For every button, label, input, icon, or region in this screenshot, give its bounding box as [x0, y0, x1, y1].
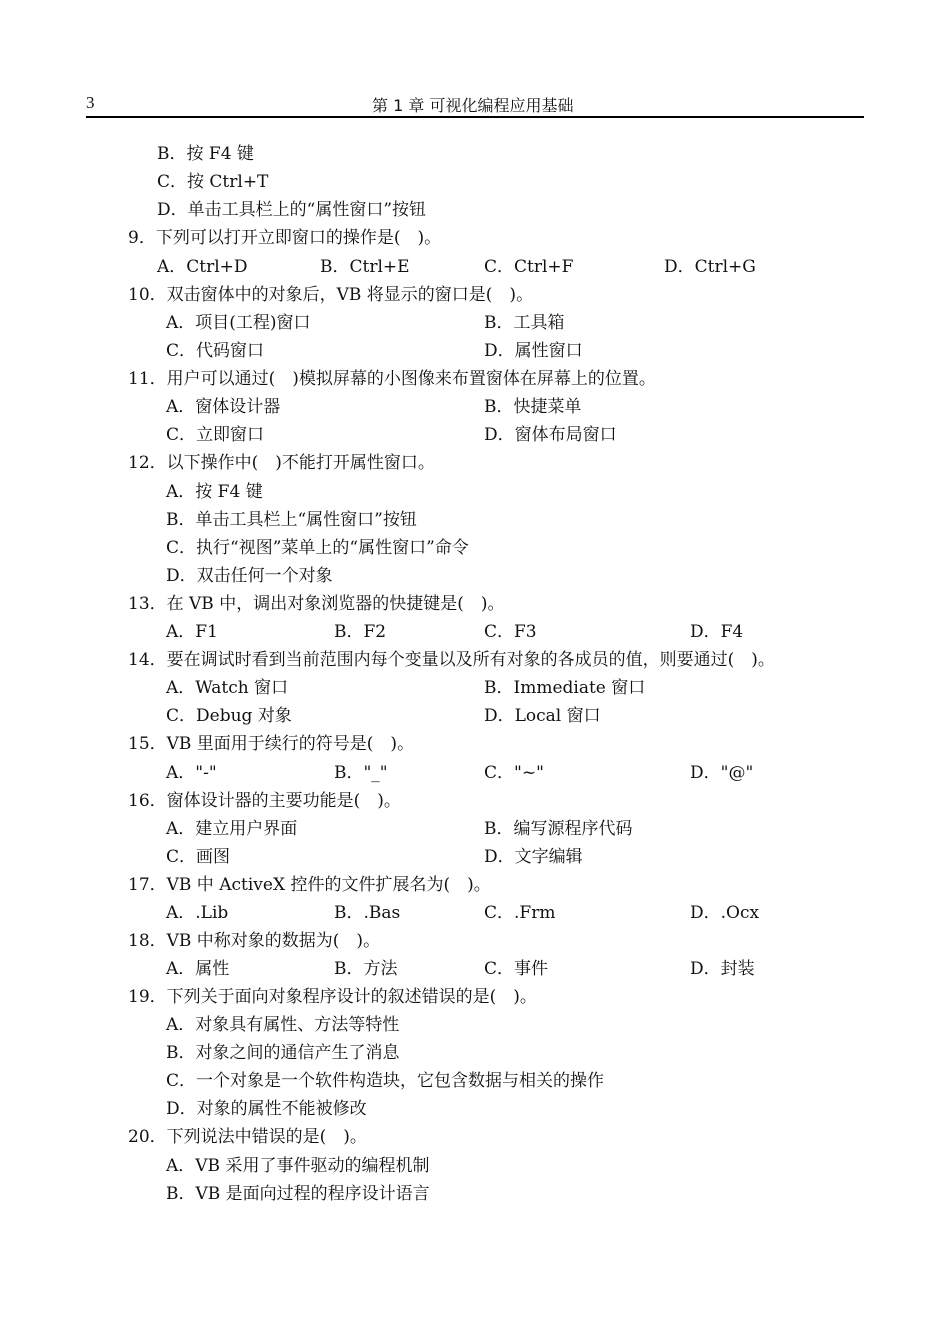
q20-option-b: B．VB 是面向过程的程序设计语言 [166, 1184, 430, 1204]
q9-option-b: B．Ctrl+E [320, 257, 410, 277]
q19-stem: 19．下列关于面向对象程序设计的叙述错误的是( )。 [128, 987, 537, 1007]
q9-stem: 9．下列可以打开立即窗口的操作是( )。 [128, 228, 442, 248]
q15-option-d: D．"@" [690, 763, 754, 783]
q10-stem: 10．双击窗体中的对象后，VB 将显示的窗口是( )。 [128, 285, 534, 305]
q12-stem: 12．以下操作中( )不能打开属性窗口。 [128, 453, 435, 473]
q18-option-a: A．属性 [166, 959, 230, 979]
q11-option-a: A．窗体设计器 [166, 397, 281, 417]
q11-option-b: B．快捷菜单 [484, 397, 582, 417]
q18-option-c: C．事件 [484, 959, 549, 979]
q9-option-c: C．Ctrl+F [484, 257, 574, 277]
q13-option-c: C．F3 [484, 622, 537, 642]
q19-option-a: A．对象具有属性、方法等特性 [166, 1015, 400, 1035]
q19-option-d: D．对象的属性不能被修改 [166, 1099, 367, 1119]
q10-option-b: B．工具箱 [484, 313, 565, 333]
q12-option-a: A．按 F4 键 [166, 482, 263, 502]
q19-option-c: C．一个对象是一个软件构造块，它包含数据与相关的操作 [166, 1071, 605, 1091]
q16-option-a: A．建立用户界面 [166, 819, 298, 839]
q14-option-b: B．Immediate 窗口 [484, 678, 646, 698]
q17-option-a: A．.Lib [166, 903, 229, 923]
q18-option-d: D．封装 [690, 959, 755, 979]
page-number: 3 [86, 93, 95, 112]
q18-option-b: B．方法 [334, 959, 398, 979]
q20-option-a: A．VB 采用了事件驱动的编程机制 [166, 1156, 430, 1176]
q19-option-b: B．对象之间的通信产生了消息 [166, 1043, 400, 1063]
q8-option-d: D．单击工具栏上的“属性窗口”按钮 [157, 200, 427, 220]
q14-option-d: D．Local 窗口 [484, 706, 601, 726]
q16-option-d: D．文字编辑 [484, 847, 583, 867]
q15-option-c: C．"~" [484, 763, 544, 783]
q10-option-d: D．属性窗口 [484, 341, 583, 361]
q11-option-d: D．窗体布局窗口 [484, 425, 617, 445]
q17-option-d: D．.Ocx [690, 903, 760, 923]
q15-option-b: B．"_" [334, 763, 388, 783]
q15-option-a: A．"-" [166, 763, 217, 783]
q14-option-a: A．Watch 窗口 [166, 678, 289, 698]
q14-option-c: C．Debug 对象 [166, 706, 292, 726]
q16-option-c: C．画图 [166, 847, 231, 867]
q12-option-b: B．单击工具栏上“属性窗口”按钮 [166, 510, 417, 530]
q15-stem: 15．VB 里面用于续行的符号是( )。 [128, 734, 415, 754]
q13-option-a: A．F1 [166, 622, 218, 642]
q9-option-a: A．Ctrl+D [157, 257, 248, 277]
q9-option-d: D．Ctrl+G [664, 257, 756, 277]
q10-option-a: A．项目(工程)窗口 [166, 313, 311, 333]
q20-stem: 20．下列说法中错误的是( )。 [128, 1127, 367, 1147]
q11-option-c: C．立即窗口 [166, 425, 265, 445]
q14-stem: 14．要在调试时看到当前范围内每个变量以及所有对象的各成员的值，则要通过( )。 [128, 650, 775, 670]
q13-stem: 13．在 VB 中，调出对象浏览器的快捷键是( )。 [128, 594, 505, 614]
q17-option-c: C．.Frm [484, 903, 556, 923]
q16-stem: 16．窗体设计器的主要功能是( )。 [128, 791, 401, 811]
q11-stem: 11．用户可以通过( )模拟屏幕的小图像来布置窗体在屏幕上的位置。 [128, 369, 656, 389]
header-rule [86, 116, 864, 118]
q17-option-b: B．.Bas [334, 903, 401, 923]
q12-option-d: D．双击任何一个对象 [166, 566, 333, 586]
q17-stem: 17．VB 中 ActiveX 控件的文件扩展名为( )。 [128, 875, 491, 895]
chapter-title: 第 1 章 可视化编程应用基础 [372, 96, 574, 115]
q8-option-c: C．按 Ctrl+T [157, 172, 269, 192]
q18-stem: 18．VB 中称对象的数据为( )。 [128, 931, 381, 951]
q13-option-d: D．F4 [690, 622, 744, 642]
q8-option-b: B．按 F4 键 [157, 144, 254, 164]
q10-option-c: C．代码窗口 [166, 341, 265, 361]
q12-option-c: C．执行“视图”菜单上的“属性窗口”命令 [166, 538, 469, 558]
q16-option-b: B．编写源程序代码 [484, 819, 633, 839]
q13-option-b: B．F2 [334, 622, 387, 642]
